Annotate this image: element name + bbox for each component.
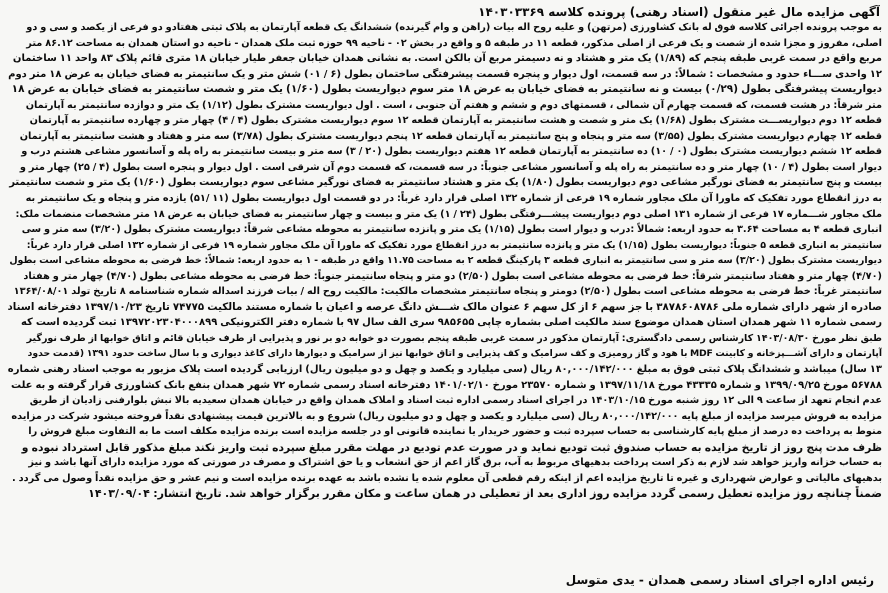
notice-line: منوط به پرداخت ده درصد از مبلغ پایه کارشناسی به حساب سپرده ثبت و حضور خریدار یا نماینده قانونی او در جلسه مزایده است برنده مزایده مکلف است ما به التفاوت مبلغ فروش را [28, 426, 882, 438]
notice-line: عدم انجام تعهد از ساعت ۹ الی ۱۲ روز شنبه مورخ ۱۴۰۳/۱۰/۱۵ در اجرای اسناد رسمی اداره ثبت اسناد و املاک همدان واقع در خیابان همدان سعیدیه بالا نبش بلوارفنی زادیان از طریق [29, 395, 882, 407]
notice-title: آگهی مزایده مال غیر منقول (اسناد رهنی) پرونده کلاسه ۱۴۰۳۰۳۳۶۹ [478, 5, 880, 19]
notice-line: طبق نظر مورخ ۱۴۰۳/۰۸/۳۰ کارشناس رسمی دادگستری: آپارتمان مذکور در سمت غربی طبقه پنجم بصورت دو خوابه دو بر نور و پذیرایی از طرف خیابان قائم و اتاق خوابها از طرف نورگیر [26, 332, 882, 344]
notice-line: ۵۶۷۸۸ مورخ ۱۳۹۹/۰۹/۲۵ و شماره ۴۳۳۳۵ مورخ ۱۳۹۷/۱۱/۱۸ و شماره ۲۳۵۷۰ مورخ ۱۴۰۱/۰۲/۱۰ دفترخانه اسناد رسمی شماره ۷۲ شهر همدان بنفع بانک کشاورزی قرار گرفته و به علت [10, 379, 882, 391]
notice-line: بیست و پنج سانتیمتر به فضای نورگیر مشاعی دوم دیواریست بطول (۱/۸۰) یک متر و هشتاد سانتیمتر به فضای نورگیر مشاعی سوم دیواریست بطول (۱/۶۰) یک متر و شصت سانتیمتر [9, 177, 882, 189]
notice-line: انباری قطعه ۴ به مساحت ۳.۶۴ به حدود اربعه: شمالاً :درب و دیوار است بطول (۱/۱۵) یک متر و پانزده سانتیمتر به محوطه مشاعی شرقاً: دیواریست مشترک بطول (۳/۲۰) سه متر و سی [21, 224, 882, 236]
notice-line: ضمناً چنانچه روز مزایده تعطیل رسمی گردد مزایده روز اداری بعد از تعطیلی در همان ساعت و مکان مقرر برگزار خواهد شد. تاریخ انتشار: ۱۴۰۳/۰۹/۰۴ [88, 487, 882, 501]
notice-line: مزایده به فروش میرسد مزایده از مبلغ پایه ۸۰,۰۰۰/۱۴۲/۰۰۰ ریال (سی میلیارد و یکصد و چهل و دو میلیون ریال) شروع و به بالاترین قیمت پیشنهادی نقداً فروخته میشود شرکت در مزایده [11, 410, 882, 422]
notice-line: آپارتمان و دارای آشـــپزخانه و کابینت MDF با هود و گاز رومیزی و کف سرامیک و کف پذیرایی و اتاق خوابها نیز از سرامیک و دیوارها دارای کاغذ دیواری و با سال ساخت حدود ۱۳۹۱ (قدمت حدود [27, 348, 882, 360]
notice-line: قطعه ۱۲ چهارم دیواریست مشترک بطول (۳/۵۵) سه متر و پنجاه و پنج سانتیمتر به آپارتمان قطعه ۱۲ پنجم دیواریست مشترک بطول (۳/۷۸) سه متر و هفتاد و هشت سانتیمتر به آپارتمان [19, 130, 882, 142]
notice-line: ۱۳ سال) میباشد و ششدانگ پلاک ثبتی فوق به مبلغ ۸۰,۰۰۰/۱۴۲/۰۰۰ ریال (سی میلیارد و یکصد و چهل و دو میلیون ریال) ارزیابی گردیده است پلاک مزبور به موجب اسناد رهنی شماره [8, 364, 882, 376]
notice-line: متر شرقاً: در هشت قسمت، که قسمت چهارم آن شمالی ، قسمتهای دوم و ششم و هفتم آن جنوبی ، است . اول دیواریست مشترک بطول (۱/۱۲) یک متر و دوازده سانتیمتر به آپارتمان [25, 99, 882, 111]
notice-line: دیواریست مشترک بطول (۳/۲۰) سه متر و سی سانتیمتر به انباری قطعه ۳ پارکینگ قطعه ۲ به مساحت ۱۱.۷۵ واقع در طبقه - ۱ به حدود اربعه: شمالاً: خط فرضی به محوطه مشاعی است بطول [9, 255, 882, 267]
notice-line: به موجب پرونده اجرائی کلاسه فوق له بانک کشاورزی (مرتهن) و علیه روح اله بیات (راهن و وام گیرنده) ششدانگ یک قطعه آپارتمان به پلاک ثبتی هفتادو دو فرعی از یکصد و سی و دو [26, 22, 882, 33]
notice-line: به حساب خزانه واریز خواهد شد لازم به ذکر است پرداخت بدهیهای مربوط به آب، برق گاز اعم از حق انشعاب و یا حق اشتراک و مصرف در صورتی که مورد مزایده دارای آنها باشد و نیز [28, 457, 882, 469]
notice-signature: رئیس اداره اجرای اسناد رسمی همدان - یدی متوسل [565, 573, 874, 587]
notice-line: قطعه ۱۲ ششم دیواریست مشترک بطول (۰ / ۱۰) ده سانتیمتر به آپارتمان قطعه ۱۲ هفتم دیواریست بطول (۲۰ / ۳) سه متر و بیست سانتیمتر به راه پله و آسانسور مشاعی هشتم درب و [21, 146, 882, 158]
notice-line: ملک مجاور شـــماره ۱۷ فرعی از شماره ۱۳۱ اصلی دوم دیواریست پیشـــرفتگی بطول (۲۴ / ۱) یک متر و بیست و چهار سانتیمتر به فضای خیابان به عرض ۱۸ متر مشخصات منضمات ملک: [15, 208, 882, 220]
notice-line: (۴/۷۰) چهار متر و هفتاد سانتیمتر شرقاً: خط فرضی به محوطه مشاعی است بطول (۲/۵۰) دو متر و پنجاه سانتیمتر جنوباً: خط فرضی به محوطه مشاعی بطول (۴/۷۰) چهار متر و هفتاد [23, 270, 882, 282]
notice-line: دیواریست پیشرفتگی بطول (۰/۲۹) بیست و نه سانتیمتر به فضای خیابان به عرض ۱۸ متر سوم دیواریست بطول (۱/۶۰) یک متر و شصت سانتیمتر به فضای خیابان به عرض ۱۸ [11, 83, 882, 96]
notice-line: سانتیمتر غرباً: خط فرضی به محوطه مشاعی است بطول (۲/۵۰) دومتر و پنجاه سانتیمتر مشخصات مالکیت: مالکیت روح اله / بیات فرزند اسداله شماره شناسنامه ۸ تاریخ تولد ۱۳۶۴/۰۸/۰۱ [13, 286, 882, 298]
notice-line: ۱۲ واحدی ســـاء حدود و مشخصات : شمالاً: در سه قسمت، اول دیوار و پنجره قسمت پیشرفتگی ساختمان بطول (۶ / ۰۱) شش متر و یک سانتیمتر به فضای خیابان به عرض ۱۸ متر دوم [8, 68, 882, 80]
notice-line: سانتیمتر به انباری قطعه ۵ جنوباً: دیواریست بطول (۱/۱۵) یک متر و پانزده سانتیمتر به درز انقطاع مورد تفکیک که ماورا آن ملک مجاور شماره ۱۹ فرعی از شماره ۱۳۲ اصلی قرار دارد غرباً: [26, 239, 882, 251]
notice-line: بدهیهای مالیاتی و عوارض شهرداری و غیره تا تاریخ مزایده اعم از اینکه رقم قطعی آن معلوم شده یا نشده باشد به عهده برنده مزایده است و نیم عشر و حق مزایده نقداً وصول می گردد . [12, 472, 882, 484]
notice-line: مربع واقع در سمت غربی طبقه پنجم که (۱/۸۹) یک متر و هشتاد و نه دسیمتر مربع آن بالکن است. به نشانی همدان خیابان جعفر طیار خیابان ۱۸ متری قائم پلاک ۸۳ واحد ۱۱ ساختمان [12, 53, 882, 65]
notice-line: رسمی شماره ۱۱ شهر همدان استان همدان موضوع سند مالکیت اصلی بشماره چاپی ۹۸۵۶۵۵ سری الف سال ۹۷ با شماره دفتر الکترونیکی ۱۳۹۷۲۰۲۳۰۴۰۰۰۸۹۹ ثبت گردیده است که [20, 317, 882, 329]
notice-line: قطعه ۱۲ دوم دیواریســـت مشترک بطول (۱/۶۸) یک متر و شصت و هشت سانتیمتر به آپارتمان قطعه ۱۲ سوم دیواریست مشترک بطول (۴ / ۴) چهار متر و چهارده سانتیمتر به آپارتمان [29, 115, 882, 127]
notice-line: دیوار است بطول (۴ / ۱۰) چهار متر و ده سانتیمتر به راه پله و آسانسور مشاعی جنوباً: در سه قسمت، که قسمت دوم آن شرقی است . اول دیوار و پنجره است بطول (۴ / ۲۵) چهار متر و [19, 161, 882, 173]
notice-line: به درز انقطاع مورد تفکیک که ماورا آن ملک مجاور شماره ۱۹ فرعی از شماره ۱۳۲ اصلی قرار دارد غرباً: در دو قسمت اول دیواریست بطول (۱۱ /۵۱) یازده متر و پنجاه و یک سانتیمتر به [25, 193, 882, 205]
notice-line: صادره از شهر دارای شماره ملی ۳۸۷۸۶۰۸۷۸۶ با جز سهم ۶ از کل سهم ۶ عنوان مالک شـــش دانگ عرصه و اعیان با شماره مستند مالکیت ۷۴۷۷۵ تاریخ ۱۳۹۷/۱۰/۲۳ دفترخانه اسناد [8, 300, 882, 313]
notice-line: اصلی، مفروز و مجزا شده از شصت و یک فرعی از اصلی مذکور، قطعه ۱۱ در طبقه ۵ و واقع در بخش ۰۲ - ناحیه ۹۹ حوزه ثبت ملک همدان - ناحیه دو استان همدان به مساحت ۸۶.۱۲ متر [26, 37, 882, 49]
notice-line: ظرف مدت پنج روز از تاریخ مزایده به حساب صندوق ثبت تودیع نماید و در صورت عدم تودیع در مهلت مقرر مبلغ سپرده ثبت واریز نکند مبلغ مذکور قابل استرداد نبوده و [21, 440, 882, 454]
notice-body [8, 20, 882, 502]
